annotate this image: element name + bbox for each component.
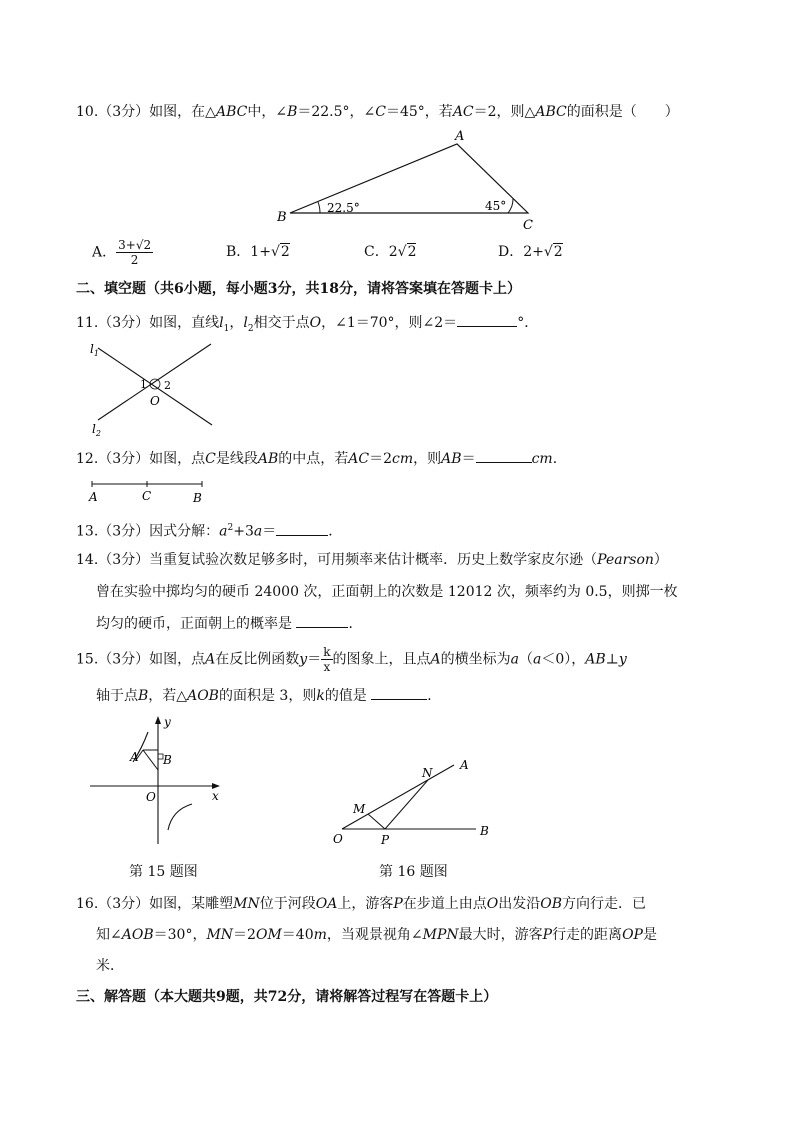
- option-d: D．2+√2: [498, 244, 563, 260]
- question-10: 10.（3分）如图，在△ABC中，∠B＝22.5°，∠C＝45°，若AC＝2，则△ABC的面积是（ ）: [76, 104, 679, 120]
- triangle-abc-figure: [270, 126, 550, 231]
- option-a: A． $\frac{3+√2}{2}$: [92, 238, 152, 267]
- line-l2-label: $l_2$: [92, 422, 101, 438]
- question-16-line-2: 知∠AOB＝30°，MN＝2OM＝40m，当观景视角∠MPN最大时，游客P行走的距离OP是: [96, 927, 657, 943]
- figure-15-caption: 第 15 题图: [129, 864, 198, 880]
- answer-blank-15[interactable]: [371, 685, 427, 700]
- answer-blank-14[interactable]: [296, 613, 348, 628]
- point-n-label: N: [422, 766, 433, 780]
- x-axis-label: x: [212, 789, 219, 803]
- answer-blank-13[interactable]: [276, 521, 328, 536]
- question-16-line-1: 16.（3分）如图，某雕塑MN位于河段OA上，游客P在步道上由点O出发沿OB方向行走．已: [76, 896, 647, 912]
- option-b: B．1+√2: [226, 244, 290, 260]
- question-15-line-1: 15.（3分）如图，点A在反比例函数y＝ $\frac{k}{x}$ 的图象上，且点A的横坐标为a（a＜0），AB⊥y: [76, 645, 627, 674]
- point-c-label: C: [142, 489, 152, 503]
- answer-blank-11[interactable]: [457, 312, 517, 327]
- figure-16-caption: 第 16 题图: [379, 864, 448, 880]
- line-l1-label: $l_1$: [90, 342, 99, 358]
- question-14-line-3: 均匀的硬币，正面朝上的概率是 ．: [96, 613, 362, 633]
- vertex-c-label: C: [523, 218, 533, 231]
- angle-c-label: 45°: [485, 199, 507, 213]
- figure-16-sculpture: [330, 755, 500, 845]
- intersecting-lines-figure: [86, 338, 221, 438]
- point-o-label: O: [150, 394, 160, 408]
- point-m-label: M: [353, 802, 366, 816]
- point-a-label: A: [130, 750, 139, 764]
- question-16-line-3: 米．: [96, 958, 124, 974]
- y-axis-label: y: [164, 715, 171, 729]
- question-13: 13.（3分）因式分解：$a^2+3a=$ ．: [76, 519, 342, 541]
- origin-label: O: [146, 790, 156, 804]
- figure-15-hyperbola: [88, 712, 228, 848]
- question-15-line-2: 轴于点B，若△AOB的面积是 3，则k的值是 ．: [96, 685, 441, 705]
- question-14-line-2: 曾在实验中掷均匀的硬币 24000 次，正面朝上的次数是 12012 次，频率约为 0.5，则掷一枚: [96, 584, 678, 600]
- option-a-fraction: $\frac{3+√2}{2}$: [118, 238, 152, 267]
- angle-2-label: 2: [164, 379, 171, 392]
- point-b-label: B: [193, 491, 202, 505]
- point-o-label: O: [333, 832, 343, 845]
- question-12: 12.（3分）如图，点C是线段AB的中点，若AC＝2cm，则AB＝ cm．: [76, 448, 567, 468]
- section-3-heading: 三、解答题（本大题共9题，共72分，请将解答过程写在答题卡上）: [76, 989, 498, 1005]
- point-p-label: P: [381, 833, 390, 845]
- section-2-heading: 二、填空题（共6小题，每小题3分，共18分，请将答案填在答题卡上）: [76, 281, 521, 297]
- angle-1-label: 1: [140, 378, 147, 391]
- vertex-b-label: B: [277, 210, 287, 225]
- ray-b-label: B: [480, 824, 489, 838]
- segment-ab-figure: [86, 474, 216, 506]
- vertex-a-label: A: [455, 129, 465, 144]
- angle-b-label: 22.5°: [327, 201, 360, 215]
- option-c: C．2√2: [364, 244, 417, 260]
- ray-a-label: A: [460, 758, 469, 772]
- question-14-line-1: 14.（3分）当重复试验次数足够多时，可用频率来估计概率．历史上数学家皮尔逊（Pearson）: [76, 552, 668, 568]
- answer-blank-12[interactable]: [476, 448, 532, 463]
- question-11: 11.（3分）如图，直线$l_1$，$l_2$相交于点O，∠1＝70°，则∠2＝ °．: [76, 312, 538, 338]
- k-over-x-fraction: $\frac{k}{x}$: [323, 645, 331, 674]
- point-a-label: A: [89, 490, 98, 504]
- point-b-label: B: [163, 753, 172, 767]
